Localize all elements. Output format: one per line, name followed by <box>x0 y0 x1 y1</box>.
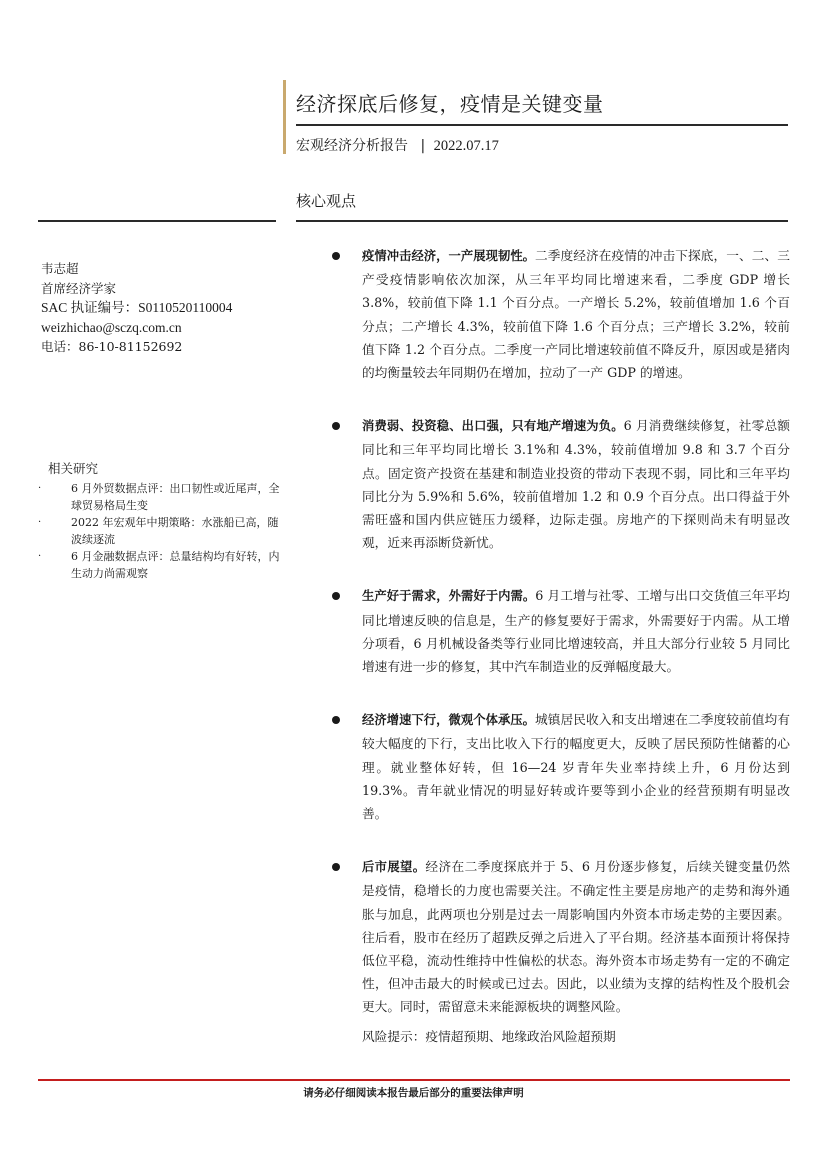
core-view-lead: 消费弱、投资稳、出口强，只有地产増速为负。 <box>362 419 624 434</box>
bullet-dot-icon <box>332 422 340 430</box>
analyst-role: 首席经济学家 <box>41 280 117 296</box>
core-view-text: 6 月消费继续修复，社零总额同比和三年平均同比增长 3.1%和 4.3%，较前值增加 9.8 和 3.7 个百分点。固定资产投资在基建和制造业投资的带动下表现不弱，同比和三年平均同比分为 5.9%和 5.6%，较前值增加 1.2 和 0.9 个百分点。出口得益于外需旺盛和国内供应链压力缓释，边际走强。房地产的下探则尚未有明显改观，近来再添断贷新忧。 <box>362 418 790 551</box>
core-view-item <box>332 414 790 554</box>
core-view-text: 经济在二季度探底并于 5、6 月份逐步修复，后续关键变量仍然是疫情，稳增长的力度也需要关注。不确定性主要是房地产的走势和海外通胀与加息，此两项也分别是过去一周影响国内外资本市场走势的主要因素。往后看，股市在经历了超跌反弹之后进入了平台期。经济基本面预计将保持低位平稳，流动性维持中性偏松的状态。海外资本市场走势有一定的不确定性，但冲击最大的时候或已过去。因此，以业绩为支撑的结构性及个股机会更大。同时，需留意未来能源板块的调整风险。 <box>362 859 790 1015</box>
related-research-list <box>36 480 281 582</box>
related-item[interactable] <box>36 480 281 514</box>
related-item[interactable] <box>36 514 281 548</box>
related-item[interactable] <box>36 548 281 582</box>
related-item-text: 6 月金融数据点评：总量结构均有好转，内生动力尚需观察 <box>71 550 280 580</box>
report-subtitle <box>296 135 499 155</box>
core-view-text: 6 月工增与社零、工增与出口交货值三年平均同比增速反映的信息是，生产的修复要好于需求，外需要好于内需。从工增分项看，6 月机械设备类等行业同比增速较高，并且大部分行业较 5 月同比增速有进一步的修复，其中汽车制造业的反弹幅度最大。 <box>362 588 790 675</box>
analyst-phone: 电话：86-10-81152692 <box>41 339 183 354</box>
related-research-title: 相关研究 <box>48 461 99 476</box>
report-date: 2022.07.17 <box>433 138 499 154</box>
core-view-item <box>332 708 790 825</box>
list-bullet-icon: · <box>38 483 42 494</box>
list-bullet-icon: · <box>38 517 42 528</box>
core-view-lead: 疫情冲击经济，一产展现韧性。 <box>362 249 536 263</box>
core-view-lead: 后市展望。 <box>362 860 426 875</box>
analyst-info <box>41 259 232 357</box>
core-view-lead: 经济增速下行，微观个体承压。 <box>362 713 536 728</box>
analyst-sac: SAC 执证编号：S0110520110004 <box>41 300 233 315</box>
footer-divider <box>38 1079 790 1081</box>
title-divider <box>296 124 788 126</box>
list-bullet-icon: · <box>38 551 42 562</box>
core-views <box>332 244 790 1019</box>
section-title: 核心观点 <box>296 192 357 210</box>
bullet-dot-icon <box>332 863 340 871</box>
core-view-item <box>332 244 790 384</box>
core-view-lead: 生产好于需求，外需好于内需。 <box>362 589 536 604</box>
core-view-item <box>332 584 790 678</box>
related-item-text: 6 月外贸数据点评：出口韧性或近尾声，全球贸易格局生变 <box>71 482 280 512</box>
risk-warning: 风险提示：疫情超预期、地缘政治风险超预期 <box>362 1029 616 1044</box>
bullet-dot-icon <box>332 716 340 724</box>
related-item-text: 2022 年宏观年中期策略：水涨船已高，随波续逐流 <box>71 516 279 546</box>
bullet-dot-icon <box>332 592 340 600</box>
header-accent-bar <box>283 80 286 154</box>
core-view-item <box>332 855 790 1018</box>
core-view-text: 城镇居民收入和支出增速在二季度较前值均有较大幅度的下行，支出比收入下行的幅度更大，反映了居民预防性储蓄的心理。就业整体好转，但 16—24 岁青年失业率持续上升，6 月份达到 19.3%。青年就业情况的明显好转或许要等到小企业的经营预期有明显改善。 <box>362 712 790 822</box>
analyst-name: 韦志超 <box>41 261 79 276</box>
bullet-dot-icon <box>332 252 340 260</box>
core-view-text: 二季度经济在疫情的冲击下探底，一、二、三产受疫情影响依次加深，从三年平均同比增速来看，二季度 GDP 增长 3.8%，较前值下降 1.1 个百分点。一产增长 5.2%，较前值增加 1.6 个百分点；二产增长 4.3%，较前值下降 1.6 个百分点；三产增长 3.2%，较前值下降 1.2 个百分点。二季度一产同比增速较前值不降反升，原因或是猪肉的均衡量较去年同期仍在增加，拉动了一产 GDP 的增速。 <box>362 248 790 381</box>
right-divider <box>296 220 788 222</box>
report-title: 经济探底后修复，疫情是关键变量 <box>296 92 604 116</box>
legal-disclaimer: 请务必仔细阅读本报告最后部分的重要法律声明 <box>303 1087 524 1099</box>
report-type: 宏观经济分析报告 <box>296 138 408 154</box>
subtitle-separator: | <box>420 138 426 154</box>
left-divider <box>38 220 276 222</box>
analyst-email[interactable]: weizhichao@sczq.com.cn <box>41 319 182 335</box>
